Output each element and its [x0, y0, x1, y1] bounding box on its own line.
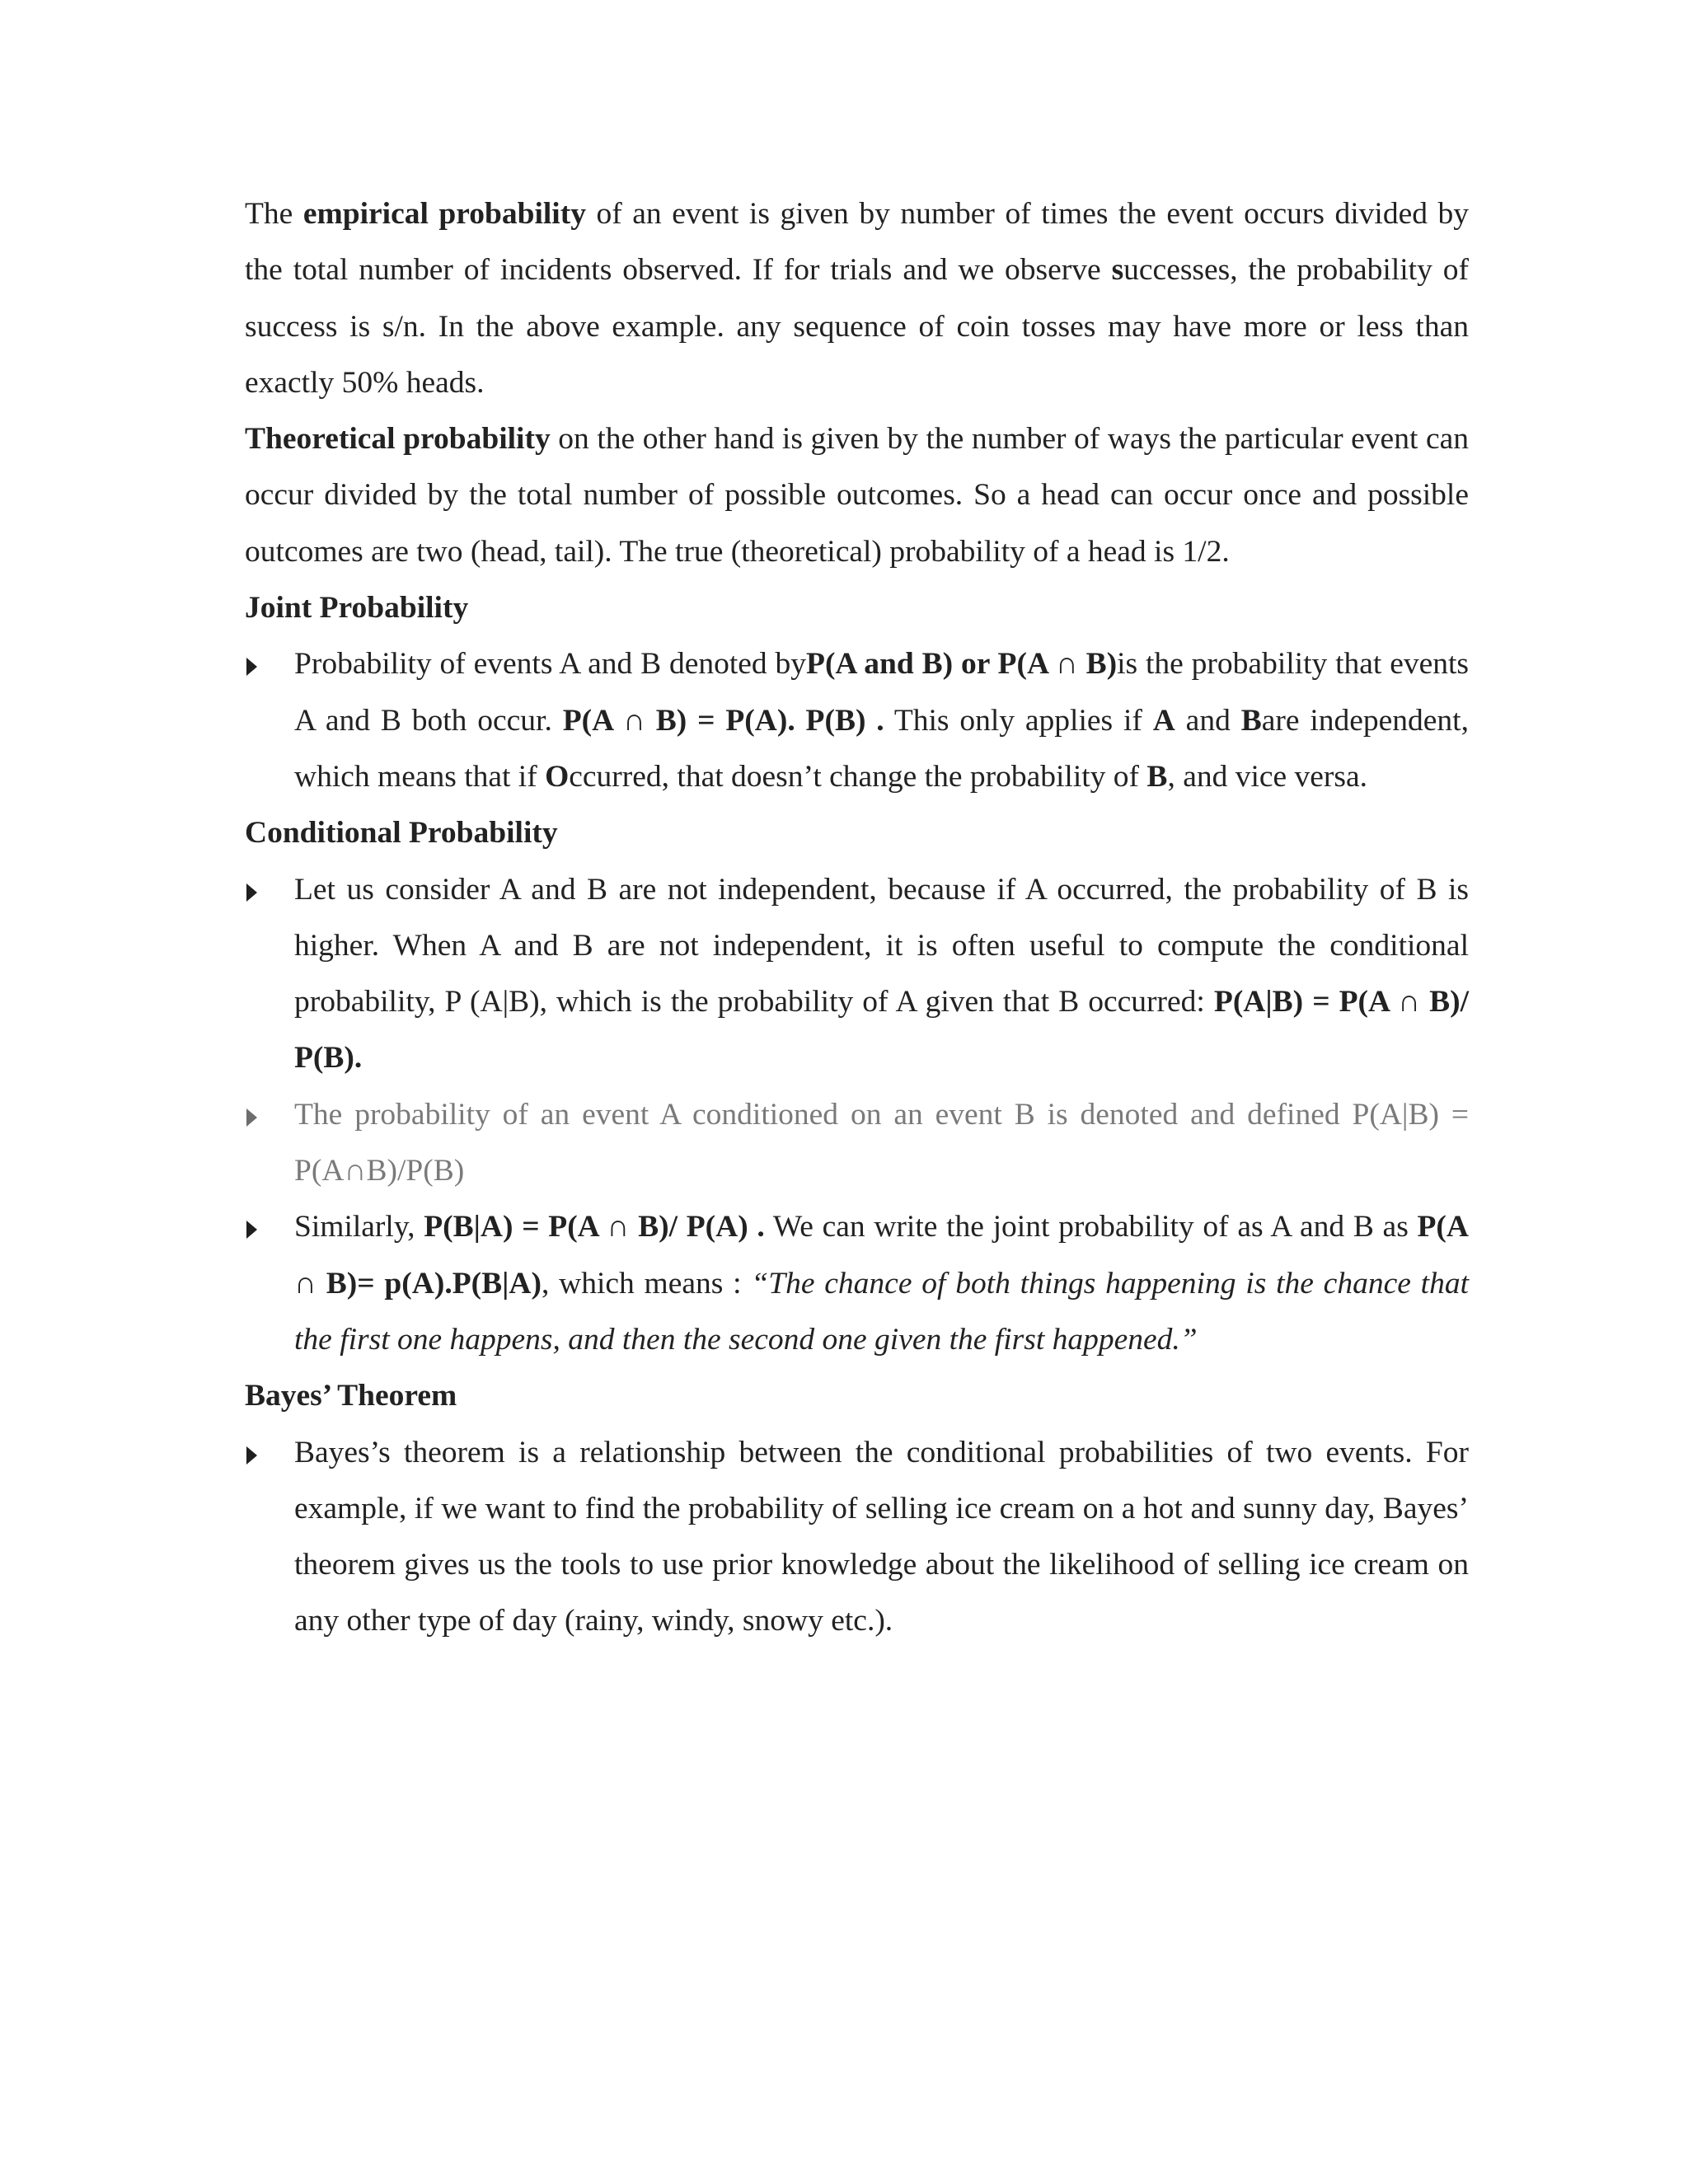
- text-run: , which means :: [541, 1266, 752, 1301]
- bold-formula: P(A and B) or P(A ∩ B): [806, 647, 1118, 682]
- bold-letter: B: [1146, 759, 1168, 794]
- text-run: and: [1175, 703, 1241, 738]
- text-run: ccurred, that doesn’t change the probability of: [569, 759, 1147, 794]
- joint-probability-heading: Joint Probability: [245, 591, 469, 626]
- bullet-triangle-icon: [246, 1446, 257, 1465]
- bullet-triangle-icon: [246, 883, 257, 902]
- bold-letter: O: [545, 759, 570, 794]
- text-run: This only applies if: [884, 703, 1153, 738]
- text-run: The: [245, 197, 303, 231]
- bullet-triangle-icon: [246, 1108, 257, 1127]
- list-item: [245, 1087, 1469, 1200]
- bold-letter: B: [1240, 703, 1262, 738]
- empirical-probability-paragraph: [245, 186, 1469, 411]
- bayes-theorem-heading: Bayes’ Theorem: [245, 1379, 457, 1413]
- text-run: Bayes’s theorem is a relationship between the conditional probabilities of two events. For example, if we want to find the probability of selling ice cream on a hot and sunny day, Bayes’ theorem gives us the tools to use prior knowledge about the likelihood of selling ice cream on any other type of day (rainy, windy, snowy etc.).: [294, 1435, 1469, 1638]
- theoretical-probability-paragraph: [245, 411, 1469, 580]
- bayes-theorem-list: [245, 1425, 1469, 1650]
- list-item: [245, 862, 1469, 1087]
- text-run: is the probability that events A and B both occur.: [294, 647, 1469, 738]
- bullet-triangle-icon: [246, 1221, 257, 1239]
- bullet-triangle-icon: [246, 658, 257, 676]
- text-run: Probability of events A and B denoted by: [294, 647, 807, 682]
- bold-formula: P(A ∩ B)= p(A).P(B|A): [294, 1210, 1469, 1301]
- list-item: [245, 1199, 1469, 1368]
- text-run: Let us consider A and B are not independent, because if A occurred, the probability of B is higher. When A and B are not independent, it is often useful to compute the conditional probability, P (A|B), which is the probability of A given that B occurred:: [294, 872, 1469, 1019]
- list-item: [245, 1425, 1469, 1650]
- text-run: uccesses, the probability of success is s/n. In the above example. any sequence of coin tosses may have more or less than exactly 50% heads.: [245, 253, 1469, 400]
- bold-letter: A: [1152, 703, 1175, 738]
- bold-formula: P(A|B) = P(A ∩ B)/ P(B).: [294, 985, 1469, 1076]
- text-run: We can write the joint probability of as A and B as: [764, 1210, 1418, 1244]
- conditional-probability-heading: Conditional Probability: [245, 816, 558, 851]
- term-theoretical-probability: Theoretical probability: [245, 422, 551, 457]
- text-run: on the other hand is given by the number of ways the particular event can occur divided by the total number of possible outcomes. So a head can occur once and possible outcomes are two (head, tail). The true (theoretical) probability of a head is 1/2.: [245, 422, 1469, 569]
- text-run: are independent, which means that if: [294, 703, 1469, 794]
- text-run: of an event is given by number of times the event occurs divided by the total number of incidents observed. If for trials and we observe: [245, 197, 1470, 288]
- text-run: Similarly,: [294, 1210, 424, 1244]
- bold-formula: P(B|A) = P(A ∩ B)/ P(A) .: [424, 1210, 765, 1244]
- joint-probability-list: [245, 636, 1469, 805]
- bold-formula: P(A ∩ B) = P(A). P(B) .: [562, 703, 884, 738]
- text-run: , and vice versa.: [1167, 759, 1368, 794]
- document-page: [245, 186, 1469, 1650]
- conditional-probability-list: [245, 862, 1469, 1369]
- list-item: [245, 636, 1469, 805]
- italic-quote: “The chance of both things happening is the chance that the first one happens, and then the second one given the first happened.”: [294, 1266, 1470, 1357]
- term-empirical-probability: empirical probability: [302, 197, 586, 231]
- bold-letter-s: s: [1111, 253, 1124, 288]
- text-run: The probability of an event A conditioned on an event B is denoted and defined P(A|B) = P(A∩B)/P(B): [294, 1097, 1469, 1188]
